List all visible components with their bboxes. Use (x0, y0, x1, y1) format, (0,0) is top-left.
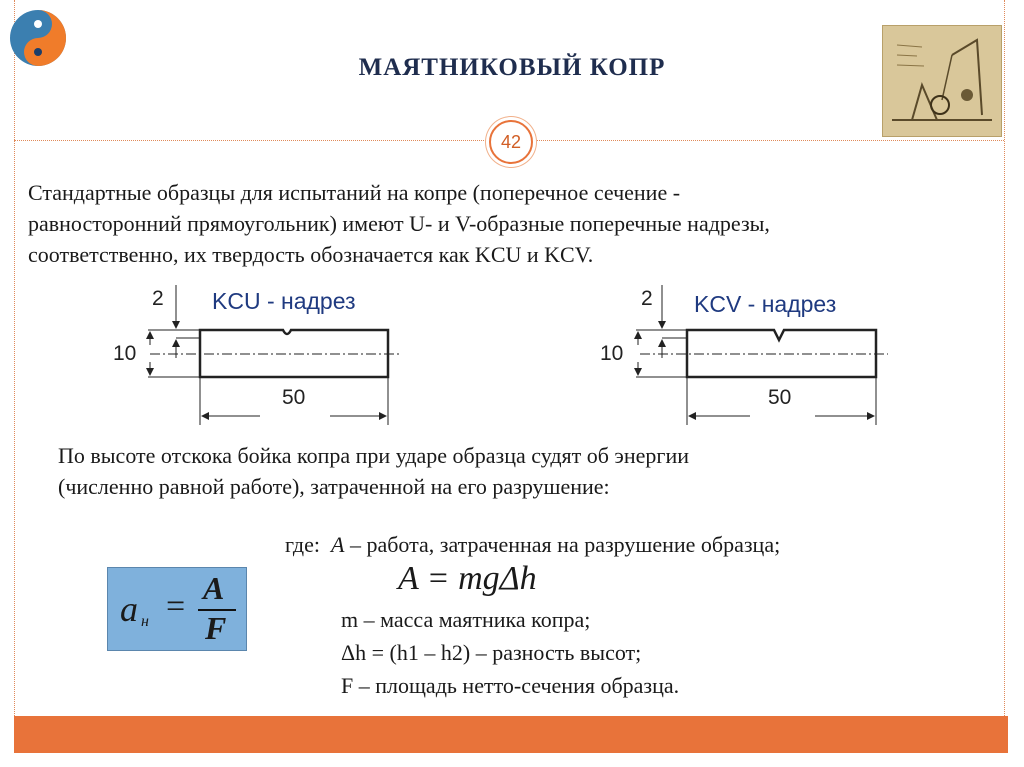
kcu-length-label: 50 (282, 386, 306, 409)
formula-equals: = (166, 588, 186, 625)
kcu-title: KCU - надрез (212, 288, 356, 314)
formula-subscript: н (141, 613, 149, 630)
impact-strength-formula (107, 567, 247, 651)
formula-numerator: A (203, 570, 225, 606)
where-prefix: где: (285, 532, 320, 557)
page-number-badge: 42 (489, 120, 533, 164)
kcu-height-label: 10 (113, 342, 137, 365)
kcv-length-label: 50 (768, 386, 792, 409)
kcv-notch-depth-label: 2 (641, 287, 653, 310)
intro-line: Стандартные образцы для испытаний на копре (поперечное сечение - (28, 180, 681, 205)
where-line (285, 532, 780, 558)
legend-item: Δh = (h1 – h2) – разность высот; (341, 640, 642, 665)
formula-lhs: a (120, 589, 138, 629)
right-frame-line (1004, 0, 1005, 716)
legend-item: F – площадь нетто-сечения образца. (341, 673, 680, 698)
energy-line: По высоте отскока бойка копра при ударе образца судят об энергии (58, 443, 689, 468)
where-text: – работа, затраченная на разрушение образца; (344, 532, 781, 557)
energy-line: (численно равной работе), затраченной на его разрушение: (58, 474, 610, 499)
work-formula: A = mgΔh (398, 560, 537, 597)
intro-paragraph (28, 177, 998, 270)
energy-paragraph (58, 440, 988, 502)
pendulum-sketch-image (882, 25, 1002, 137)
intro-line: равносторонний прямоугольник) имеют U- и V-образные поперечные надрезы, (28, 211, 770, 236)
formula-legend (341, 603, 679, 702)
kcv-title: KCV - надрез (694, 291, 837, 317)
formula-denominator: F (205, 610, 227, 646)
where-symbol: A (331, 532, 345, 557)
legend-item: m – масса маятника копра; (341, 607, 591, 632)
footer-bar (14, 716, 1008, 753)
left-frame-line (14, 0, 15, 716)
kcu-notch-depth-label: 2 (152, 287, 164, 310)
intro-line: соответственно, их твердость обозначается как KCU и KCV. (28, 242, 594, 267)
kcv-height-label: 10 (600, 342, 624, 365)
slide-title: МАЯТНИКОВЫЙ КОПР (358, 54, 666, 81)
